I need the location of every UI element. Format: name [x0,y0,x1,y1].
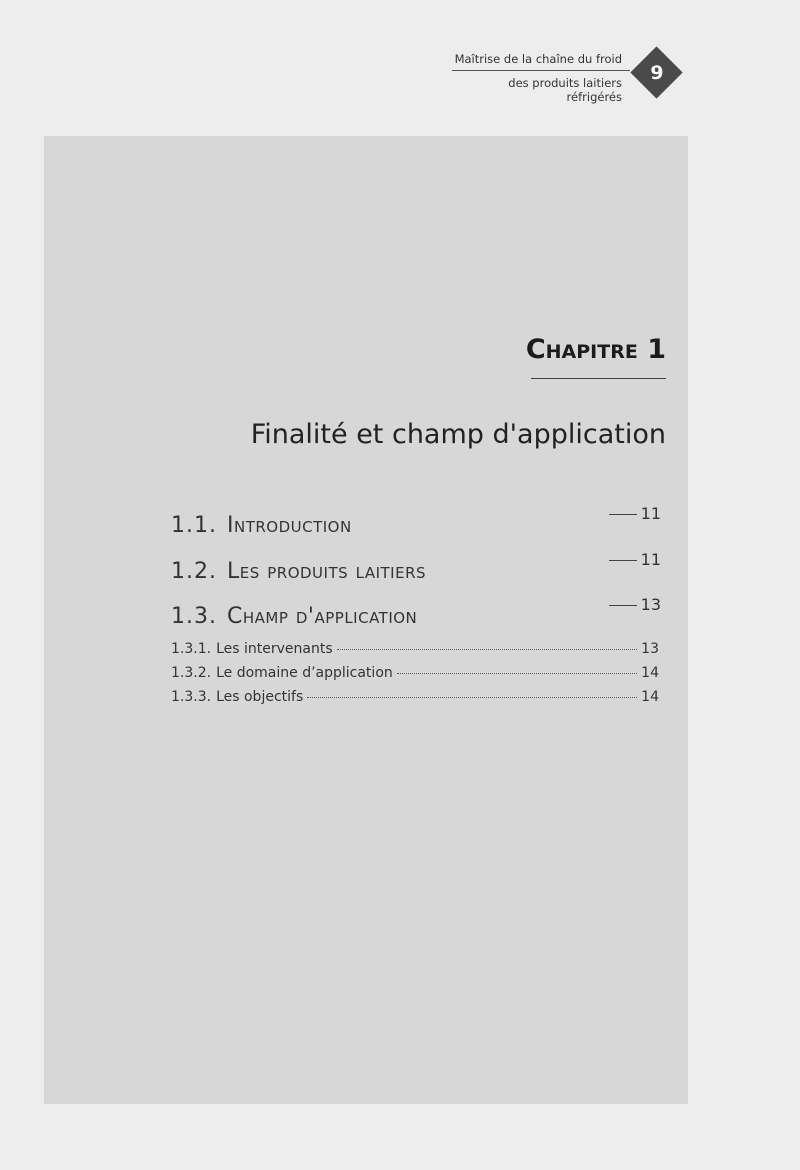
leader-dots [307,697,637,698]
leader-dots [397,673,637,674]
page-number: 9 [650,62,664,84]
toc-entry-number: 1.1. [171,513,217,538]
toc-subentry-page: 14 [641,665,659,681]
header-book-title-line2: des produits laitiers réfrigérés [508,76,622,104]
toc-dash [609,560,637,561]
toc-subentry-title: Le domaine d’application [216,665,393,681]
toc-dash [609,514,637,515]
chapter-label: Chapitre 1 [525,334,666,365]
chapter-rule [531,378,666,379]
toc-subentry-number: 1.3.2. [171,665,212,681]
toc-subentry-page: 14 [641,689,659,705]
toc-subentry-title: Les intervenants [216,641,333,657]
toc-entry-title: Introduction [226,513,352,538]
toc-subentry-number: 1.3.3. [171,689,212,705]
toc-entry-page: 11 [640,550,661,569]
chapter-title: Finalité et champ d'application [250,419,666,450]
toc-entry [171,504,661,538]
toc-subentry [171,641,659,657]
toc-entry-page: 11 [640,504,661,523]
toc-subentry-number: 1.3.1. [171,641,212,657]
running-header [452,52,630,104]
toc-subentry [171,665,659,681]
toc-entry-page: 13 [640,595,661,614]
toc-subentry-title: Les objectifs [216,689,304,705]
header-book-title-line1: Maîtrise de la chaîne du froid [452,52,630,71]
toc-entry-number: 1.3. [171,604,217,629]
toc-entry-number: 1.2. [171,559,217,584]
toc-entry [171,595,661,629]
leader-dots [337,649,638,650]
page-number-badge [631,47,683,99]
toc-entry-title: Les produits laitiers [226,559,427,584]
toc-dash [609,605,637,606]
toc-subentry-page: 13 [641,641,659,657]
toc-subentry [171,689,659,705]
toc-entry-title: Champ d'application [226,604,418,629]
chapter-panel [44,136,688,1104]
toc-entry [171,550,661,584]
